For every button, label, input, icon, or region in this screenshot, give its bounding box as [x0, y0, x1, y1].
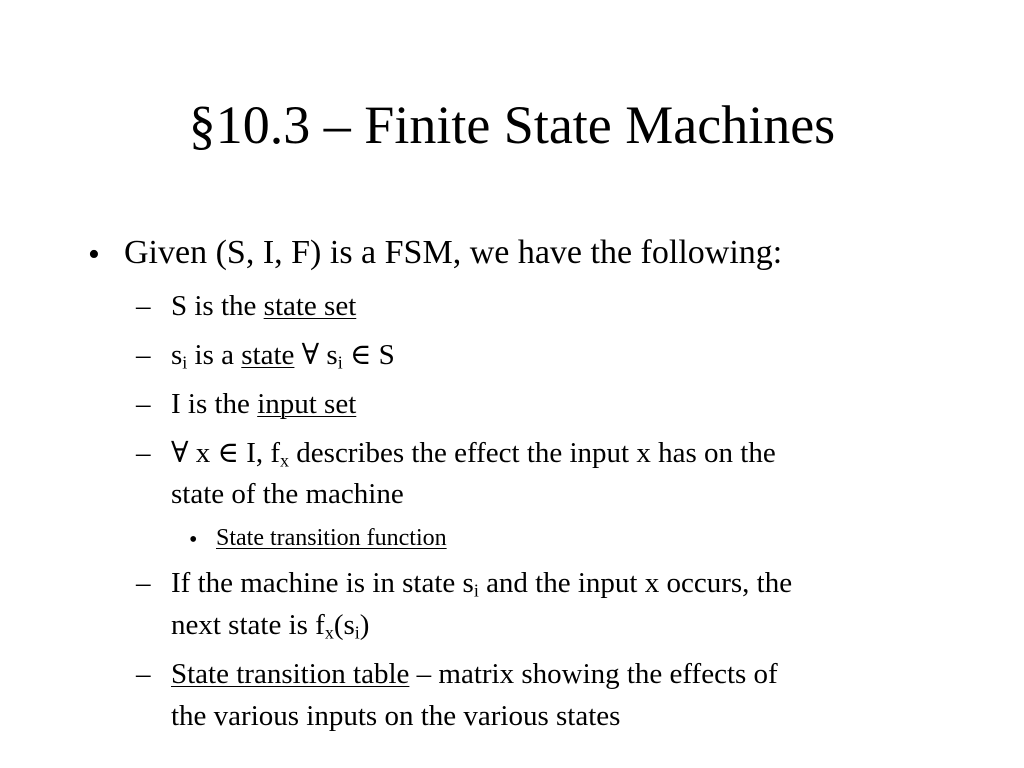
bullet-text: Given (S, I, F) is a FSM, we have the following:: [124, 234, 783, 271]
item-text: If the machine is in state s: [171, 567, 474, 599]
slide-title: §10.3 – Finite State Machines: [188, 95, 836, 155]
underlined-term-state-set: state set: [263, 290, 357, 322]
subscript-i: i: [182, 352, 188, 373]
underlined-term-state: state: [241, 339, 295, 371]
dash-item-state-transition-table: [171, 660, 778, 689]
dash-item-state: [171, 339, 395, 373]
item-text: S is the: [171, 290, 264, 322]
dash-marker: –: [136, 658, 151, 690]
item-text: ∀ x ∈ I, f: [171, 437, 281, 469]
item-text: s: [171, 339, 183, 371]
dash-item-fx: [171, 437, 776, 471]
underlined-term-state-transition-function: State transition function: [216, 525, 447, 551]
dash-item-input-set: [171, 390, 356, 419]
bullet-marker: •: [88, 236, 100, 273]
subscript-x: x: [280, 450, 290, 471]
dash-marker: –: [136, 290, 151, 322]
item-text: – matrix showing the effects of: [409, 658, 778, 690]
item-text: is a: [187, 339, 242, 371]
underlined-term-state-transition-table: State transition table: [171, 658, 410, 690]
sub-bullet-state-transition-function: [216, 526, 447, 550]
dash-marker: –: [136, 339, 151, 371]
dash-item-next-state-continued: [171, 609, 370, 643]
item-text: ): [359, 609, 370, 641]
dash-item-fx-continued: [171, 480, 404, 509]
subscript-x: x: [324, 622, 334, 643]
item-text: and the input x occurs, the: [478, 567, 793, 599]
subscript-i: i: [473, 580, 479, 601]
subscript-i: i: [337, 352, 343, 373]
item-text: describes the effect the input x has on the: [289, 437, 776, 469]
dash-marker: –: [136, 388, 151, 420]
item-text: ∀ s: [294, 339, 338, 371]
dash-item-state-set: [171, 292, 356, 321]
item-text: next state is f: [171, 609, 325, 641]
underlined-term-input-set: input set: [257, 388, 357, 420]
item-text: (s: [333, 609, 355, 641]
item-text: ∈ S: [342, 339, 395, 371]
dash-marker: –: [136, 567, 151, 599]
item-text: the various inputs on the various states: [171, 700, 621, 732]
subscript-i: i: [354, 622, 360, 643]
bullet-marker: •: [189, 527, 198, 553]
dash-item-state-transition-table-continued: [171, 702, 620, 731]
item-text: state of the machine: [171, 478, 404, 510]
dash-item-next-state: [171, 567, 793, 601]
item-text: I is the: [171, 388, 258, 420]
dash-marker: –: [136, 437, 151, 469]
bullet-given-fsm: [124, 236, 782, 270]
